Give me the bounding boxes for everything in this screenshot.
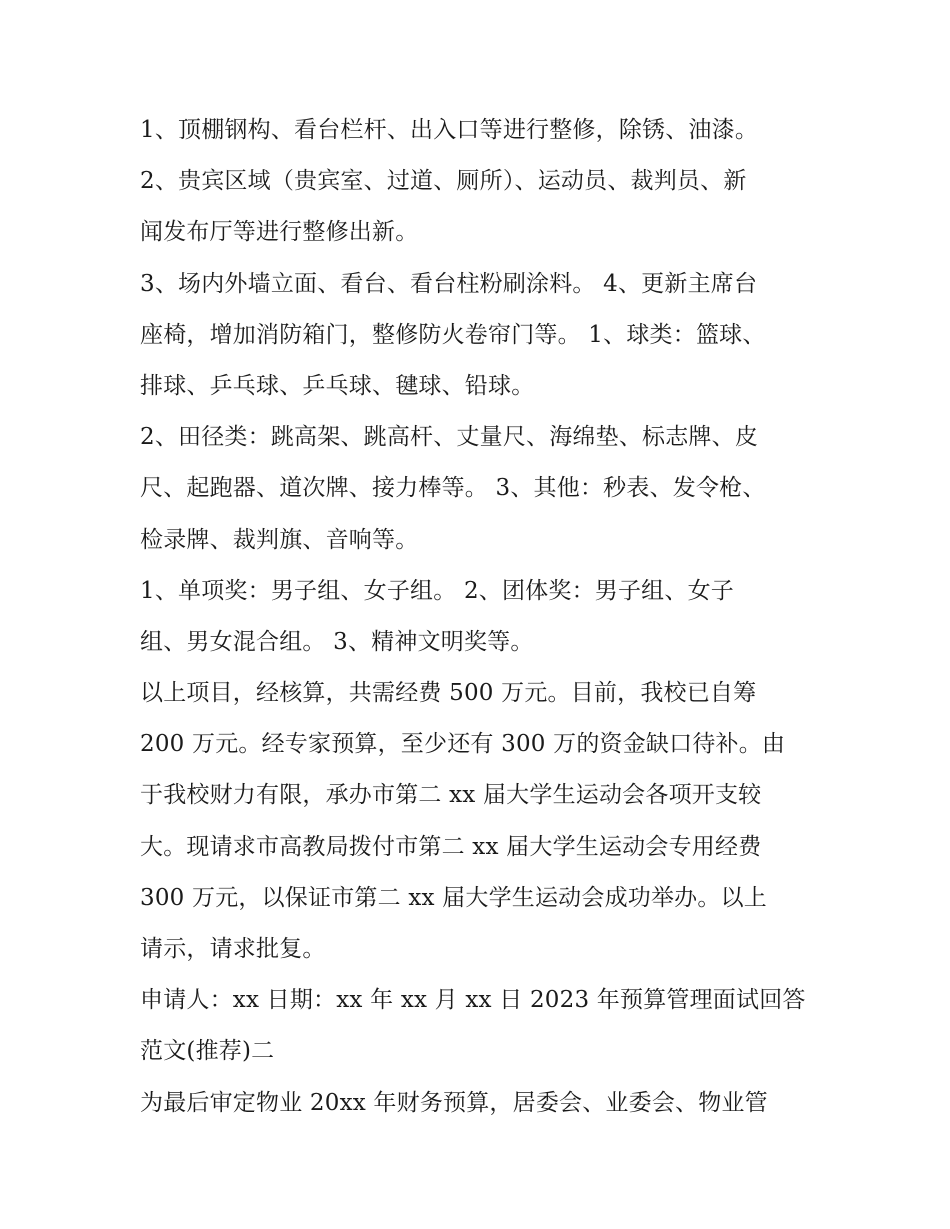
text-line: 3、场内外墙立面、看台、看台柱粉刷涂料。 4、更新主席台 [140,270,758,297]
text-line: 座椅，增加消防箱门，整修防火卷帘门等。 1、球类：篮球、 [140,321,766,348]
text-line: 为最后审定物业 20xx 年财务预算，居委会、业委会、物业管 [140,1089,768,1116]
text-line: 申请人：xx 日期：xx 年 xx 月 xx 日 2023 年预算管理面试回答 [140,987,806,1014]
text-line: 以上项目，经核算，共需经费 500 万元。目前，我校已自筹 [140,680,757,707]
document-body [140,108,810,1132]
text-line: 300 万元，以保证市第二 xx 届大学生运动会成功举办。以上 [140,884,767,911]
text-line: 200 万元。经专家预算，至少还有 300 万的资金缺口待补。由 [140,731,786,758]
text-line: 检录牌、裁判旗、音响等。 [140,526,419,553]
text-line: 范文(推荐)二 [140,1038,275,1065]
text-line: 组、男女混合组。 3、精神文明奖等。 [140,628,534,655]
text-line: 1、顶棚钢构、看台栏杆、出入口等进行整修，除锈、油漆。 [140,117,759,143]
text-line: 尺、起跑器、道次牌、接力棒等。 3、其他：秒表、发令枪、 [140,475,766,502]
text-line: 排球、乒乓球、乒乓球、毽球、铅球。 [140,372,535,399]
text-line: 2、田径类：跳高架、跳高杆、丈量尺、海绵垫、标志牌、皮 [140,424,759,451]
text-line: 大。现请求市高教局拨付市第二 xx 届大学生运动会专用经费 [140,833,762,860]
text-line: 请示，请求批复。 [140,936,326,962]
text-line: 闻发布厅等进行整修出新。 [140,219,419,246]
text-line: 2、贵宾区域（贵宾室、过道、厕所）、运动员、裁判员、新 [140,168,747,195]
text-line: 1、单项奖：男子组、女子组。 2、团体奖：男子组、女子 [140,577,734,604]
text-line: 于我校财力有限，承办市第二 xx 届大学生运动会各项开支较 [140,782,762,809]
